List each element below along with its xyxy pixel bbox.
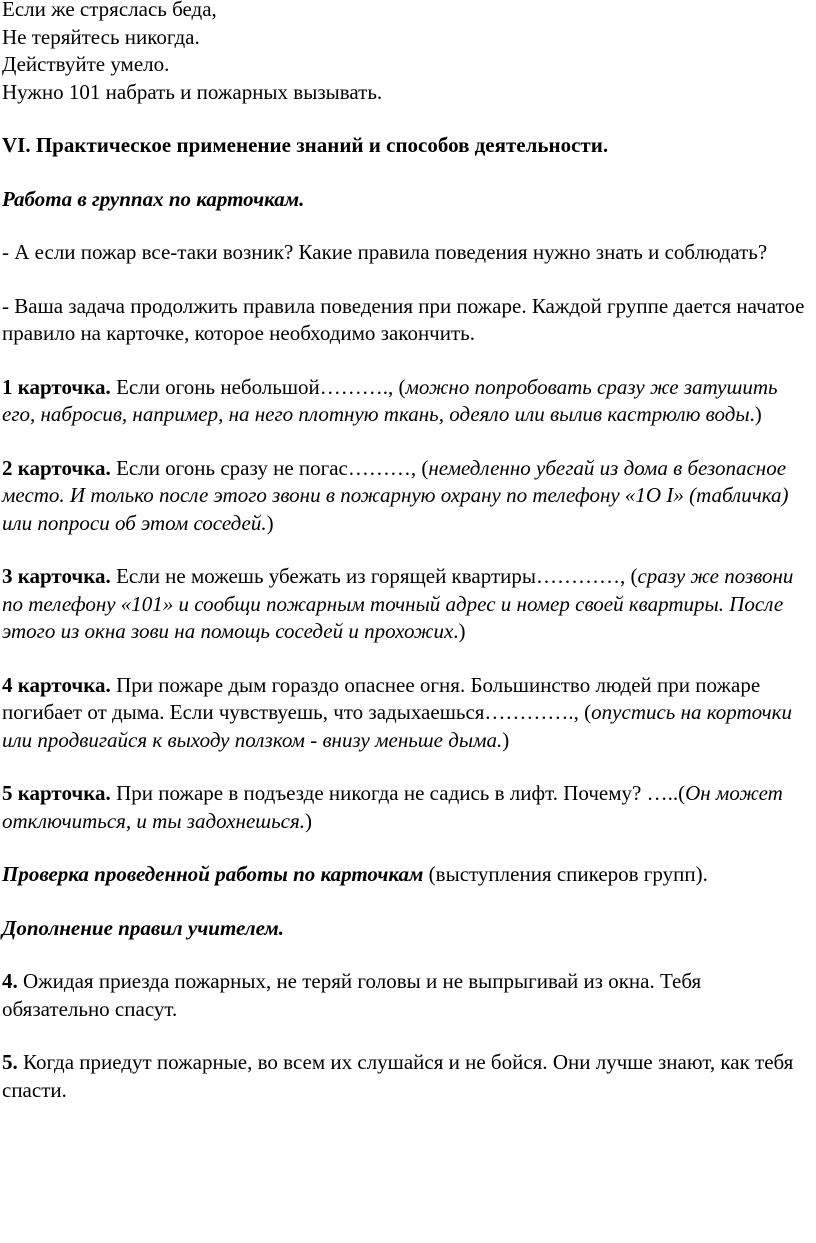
rule-paragraph-4 <box>2 968 814 1023</box>
card-start: При пожаре в подъезде никогда не садись в лифт. Почему? …..( <box>110 781 686 805</box>
check-rest: (выступления спикеров групп). <box>423 862 708 886</box>
teacher-heading: Дополнение правил учителем. <box>2 915 285 940</box>
check-label: Проверка проведенной работы по карточкам <box>2 862 424 886</box>
rule-text: Ожидая приезда пожарных, не теряй головы и не выпрыгивай из окна. Тебя обязательно спасут. <box>2 969 702 1021</box>
card-label: 2 карточка. <box>2 455 111 480</box>
card-paragraph-2 <box>2 455 814 538</box>
poem-line-4: Нужно 101 набрать и пожарных вызывать. <box>2 79 383 104</box>
card-paragraph-4 <box>2 672 814 755</box>
card-answer: немедленно убегай из дома в безопасное место. И только после этого звони в пожарную охрану по телефону «1О I» (табличка) или попроси об этом соседей. <box>2 455 789 535</box>
check-paragraph <box>2 861 814 889</box>
card-answer: сразу же позвони по телефону «101» и сообщи пожарным точный адрес и номер своей квартиры. После этого из окна зови на помощь соседей и прохожих <box>2 564 794 643</box>
card-paragraph-1 <box>2 374 814 429</box>
card-paragraph-3 <box>2 563 814 646</box>
card-label: 1 карточка. <box>2 374 111 399</box>
rule-paragraph-5 <box>2 1049 814 1104</box>
rule-number: 5. <box>2 1050 18 1074</box>
rule-text: Когда приедут пожарные, во всем их слушайся и не бойся. Они лучше знают, как тебя спасти. <box>2 1050 794 1102</box>
card-answer: можно попробовать сразу же затушить его, набросив, например, на него плотную ткань, одеяло или вылив кастрюлю воды <box>2 374 778 426</box>
section-heading: VI. Практическое применение знаний и способов деятельности. <box>2 133 609 157</box>
card-start: Если огонь сразу не погас………, ( <box>110 455 429 480</box>
card-label: 5 карточка. <box>2 781 111 805</box>
card-start: При пожаре дым гораздо опаснее огня. Большинство людей при пожаре погибает от дыма. Если чувствуешь, что задыхаешься…………., ( <box>2 672 761 724</box>
card-end: ) <box>266 510 274 535</box>
card-label: 3 карточка. <box>2 564 111 588</box>
poem <box>2 0 814 106</box>
card-end: .) <box>453 619 466 643</box>
card-end: ) <box>305 808 313 833</box>
card-end: .) <box>749 402 762 426</box>
card-end: ) <box>502 727 510 752</box>
card-paragraph-5 <box>2 780 814 835</box>
poem-line-1: Если же стряслась беда, <box>2 0 217 21</box>
card-start: Если не можешь убежать из горящей квартиры…………, ( <box>110 564 638 588</box>
task-paragraph: - Ваша задача продолжить правила поведения при пожаре. Каждой группе дается начатое правило на карточке, которое необходимо закончить. <box>2 293 805 345</box>
card-start: Если огонь небольшой………., ( <box>110 374 406 399</box>
card-answer: опустись на корточки или продвигайся к выходу ползком - внизу меньше дыма. <box>2 700 792 752</box>
card-answer: Он может отключиться, и ты задохнешься. <box>2 781 783 833</box>
group-work-heading: Работа в группах по карточкам. <box>2 186 305 211</box>
question-paragraph: - А если пожар все-таки возник? Какие правила поведения нужно знать и соблюдать? <box>2 240 768 264</box>
poem-line-3: Действуйте умело. <box>2 52 170 76</box>
card-label: 4 карточка. <box>2 672 111 697</box>
rule-number: 4. <box>2 969 18 993</box>
poem-line-2: Не теряйтесь никогда. <box>2 24 200 49</box>
